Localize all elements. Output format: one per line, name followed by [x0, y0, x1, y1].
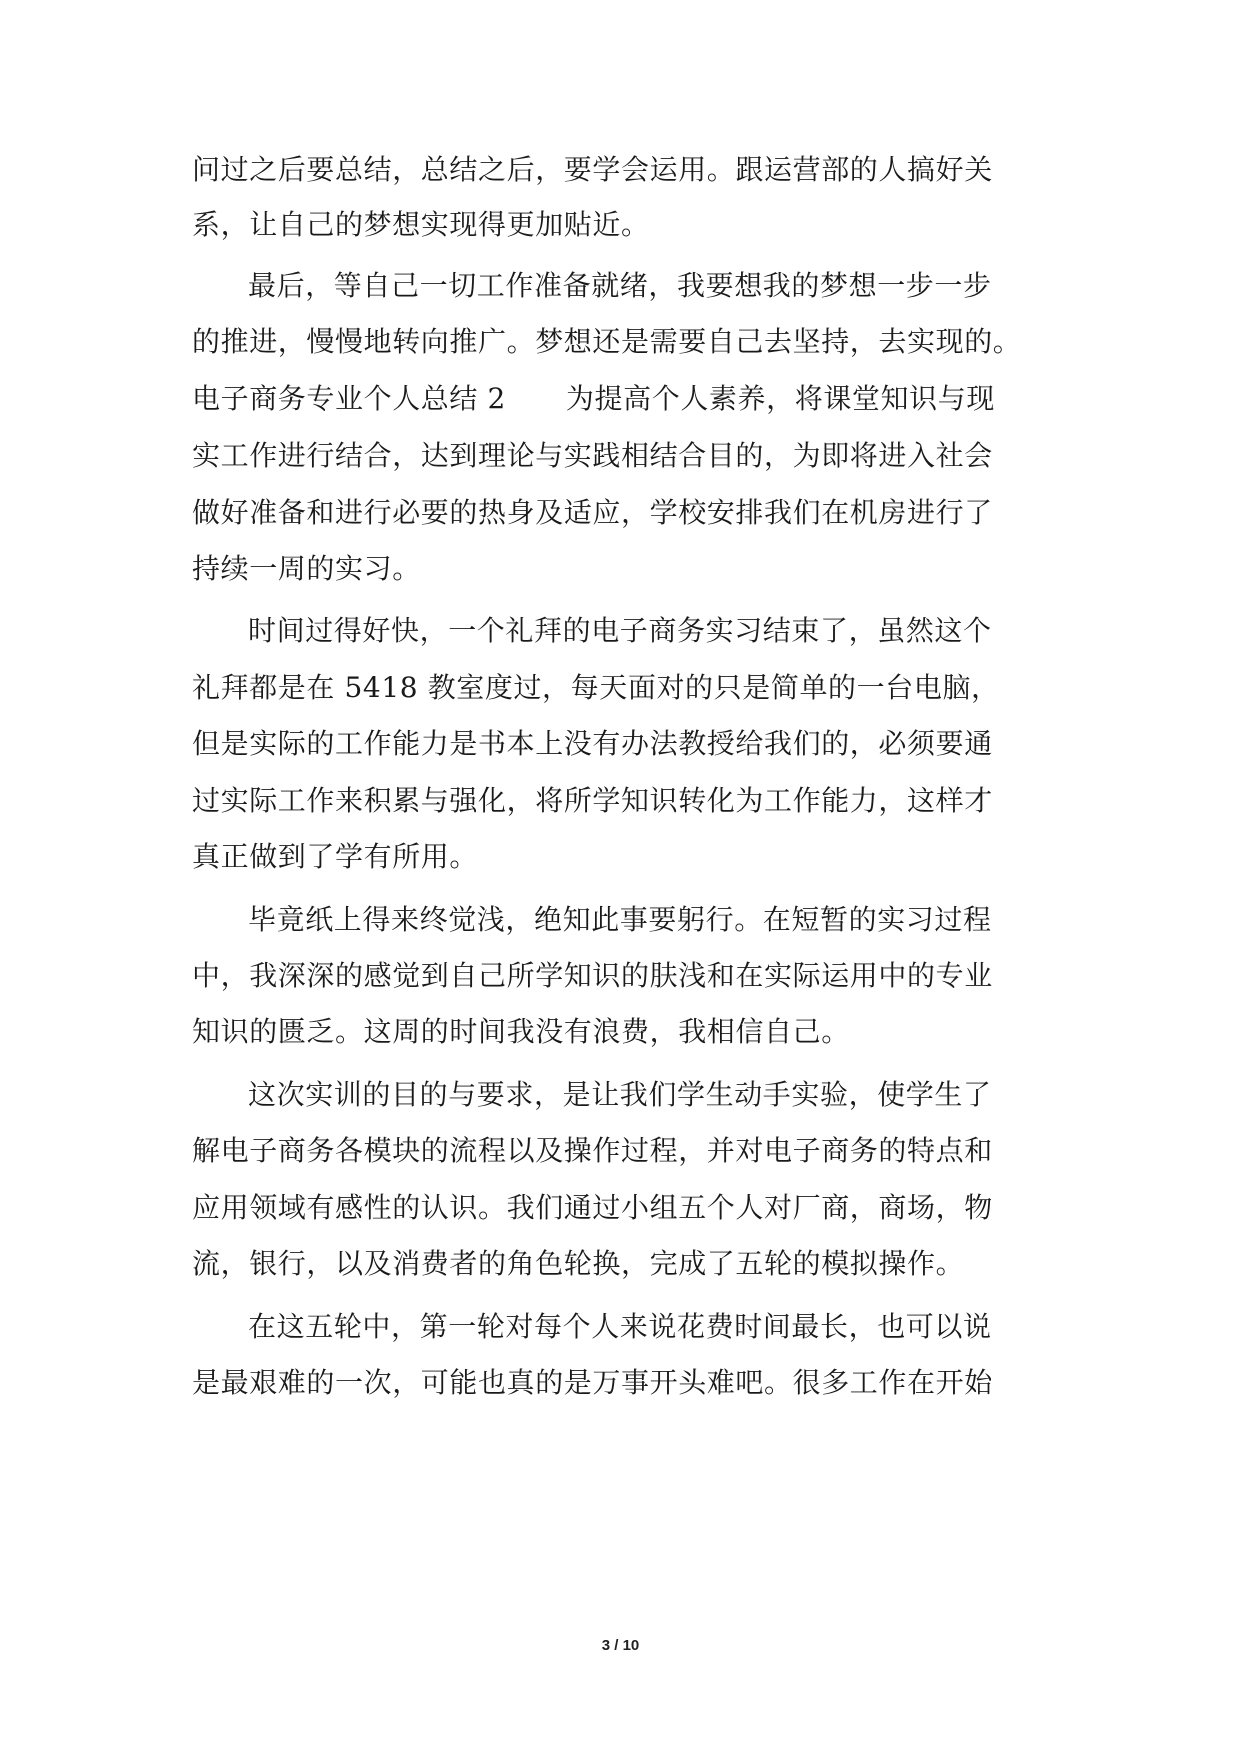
text-line: 做好准备和进行必要的热身及适应，学校安排我们在机房进行了 [192, 496, 993, 529]
section-first-sentence: 为提高个人素养，将课堂知识与现 [565, 382, 995, 415]
text-line: 但是实际的工作能力是书本上没有办法教授给我们的，必须要通 [192, 727, 993, 760]
text-line: 实工作进行结合，达到理论与实践相结合目的，为即将进入社会 [192, 439, 993, 472]
text-line: 应用领域有感性的认识。我们通过小组五个人对厂商，商场，物 [192, 1191, 993, 1224]
paragraph-start-line: 时间过得好快，一个礼拜的电子商务实习结束了，虽然这个 [248, 614, 992, 647]
paragraph-start-line: 毕竟纸上得来终觉浅，绝知此事要躬行。在短暂的实习过程 [248, 903, 992, 936]
text-line: 礼拜都是在 5418 教室度过，每天面对的只是简单的一台电脑， [192, 671, 1000, 704]
text-line: 真正做到了学有所用。 [192, 840, 479, 873]
text-line: 系，让自己的梦想实现得更加贴近。 [192, 208, 650, 241]
paragraph-start-line: 在这五轮中，第一轮对每个人来说花费时间最长，也可以说 [248, 1310, 992, 1343]
text-line: 问过之后要总结，总结之后，要学会运用。跟运营部的人搞好关 [192, 153, 993, 186]
page-number: 3 / 10 [601, 1637, 640, 1654]
text-line: 的推进，慢慢地转向推广。梦想还是需要自己去坚持，去实现的。 [192, 325, 1022, 358]
text-line: 过实际工作来积累与强化，将所学知识转化为工作能力，这样才 [192, 784, 993, 817]
text-line: 解电子商务各模块的流程以及操作过程，并对电子商务的特点和 [192, 1134, 993, 1167]
text-line: 流，银行，以及消费者的角色轮换，完成了五轮的模拟操作。 [192, 1247, 965, 1280]
text-line: 中，我深深的感觉到自己所学知识的肤浅和在实际运用中的专业 [192, 959, 993, 992]
paragraph-start-line: 这次实训的目的与要求，是让我们学生动手实验，使学生了 [248, 1078, 992, 1111]
paragraph-start-line: 最后，等自己一切工作准备就绪，我要想我的梦想一步一步 [248, 269, 992, 302]
text-line: 知识的匮乏。这周的时间我没有浪费，我相信自己。 [192, 1015, 850, 1048]
text-line: 持续一周的实习。 [192, 552, 421, 585]
text-line: 是最艰难的一次，可能也真的是万事开头难吧。很多工作在开始 [192, 1366, 993, 1399]
section-heading: 电子商务专业个人总结 2 [192, 382, 506, 415]
section-heading-line [192, 379, 995, 419]
